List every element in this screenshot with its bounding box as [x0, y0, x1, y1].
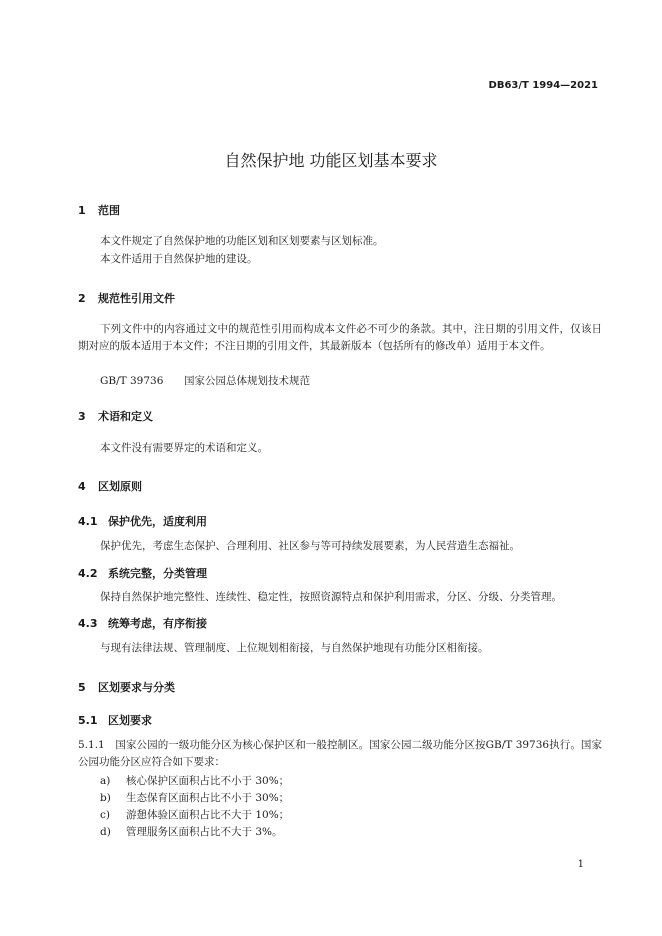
- section-5-heading: [78, 679, 175, 695]
- section-number: 5: [78, 681, 86, 694]
- subsection-number: 5.1: [78, 714, 98, 727]
- subsection-4-3-heading: [78, 615, 207, 631]
- section-title: 范围: [98, 204, 120, 217]
- subsection-4-1-para: 保护优先，考虑生态保护、合理利用、社区参与等可持续发展要素，为人民营造生态福祉。: [100, 540, 520, 552]
- section-title: 区划要求与分类: [98, 681, 175, 694]
- section-1-heading: [78, 202, 120, 218]
- document-title: 自然保护地 功能区划基本要求: [224, 151, 438, 170]
- list-text: 游憩体验区面积占比不大于 10%；: [126, 809, 290, 821]
- subsection-number: 4.2: [78, 567, 98, 580]
- list-marker: b): [100, 792, 111, 804]
- section-number: 2: [78, 292, 86, 305]
- section-number: 3: [78, 410, 86, 423]
- list-item: [100, 773, 289, 788]
- subsection-4-1-heading: [78, 513, 207, 529]
- page-number: 1: [577, 859, 584, 870]
- subsection-4-2-para: 保持自然保护地完整性、连续性、稳定性，按照资源特点和保护利用需求，分区、分级、分类管理。: [100, 591, 562, 603]
- section-1-para-1: 本文件规定了自然保护地的功能区划和区划要素与区划标准。: [100, 235, 384, 247]
- reference-code: GB/T 39736: [100, 375, 164, 387]
- subsection-title: 保护优先，适度利用: [108, 515, 207, 528]
- normative-reference: [100, 373, 310, 388]
- section-1-para-2: 本文件适用于自然保护地的建设。: [100, 253, 258, 265]
- section-title: 术语和定义: [98, 410, 153, 423]
- list-marker: d): [100, 826, 111, 838]
- section-4-heading: [78, 478, 142, 494]
- section-number: 1: [78, 204, 86, 217]
- section-title: 规范性引用文件: [98, 292, 175, 305]
- subsection-title: 系统完整，分类管理: [108, 567, 207, 580]
- section-3-heading: [78, 408, 153, 424]
- list-item: [100, 807, 289, 822]
- list-text: 核心保护区面积占比不小于 30%；: [126, 775, 290, 787]
- section-3-para-1: 本文件没有需要界定的术语和定义。: [100, 442, 268, 454]
- subsection-4-2-heading: [78, 565, 207, 581]
- subsection-title: 区划要求: [108, 714, 152, 727]
- clause-5-1-1: 5.1.1 国家公园的一级功能分区为核心保护区和一般控制区。国家公园二级功能分区按GB/T 39736执行。国家公园功能分区应符合如下要求：: [78, 739, 602, 768]
- list-marker: c): [100, 809, 110, 821]
- section-2-para-1: 下列文件中的内容通过文中的规范性引用而构成本文件必不可少的条款。其中，注日期的引用文件，仅该日期对应的版本适用于本文件；不注日期的引用文件，其最新版本（包括所有的修改单）适用于本文件。: [78, 323, 602, 352]
- section-2-heading: [78, 290, 175, 306]
- subsection-title: 统筹考虑，有序衔接: [108, 617, 207, 630]
- list-marker: a): [100, 775, 111, 787]
- list-text: 管理服务区面积占比不大于 3%。: [126, 826, 283, 838]
- standard-code: DB63/T 1994—2021: [488, 80, 598, 91]
- subsection-5-1-heading: [78, 712, 152, 728]
- reference-title: 国家公园总体规划技术规范: [184, 375, 310, 387]
- subsection-4-3-para: 与现有法律法规、管理制度、上位规划相衔接，与自然保护地现有功能分区相衔接。: [100, 642, 489, 654]
- subsection-number: 4.1: [78, 515, 98, 528]
- subsection-number: 4.3: [78, 617, 98, 630]
- section-title: 区划原则: [98, 480, 142, 493]
- section-number: 4: [78, 480, 86, 493]
- list-item: [100, 824, 283, 839]
- list-text: 生态保育区面积占比不小于 30%；: [126, 792, 290, 804]
- list-item: [100, 790, 289, 805]
